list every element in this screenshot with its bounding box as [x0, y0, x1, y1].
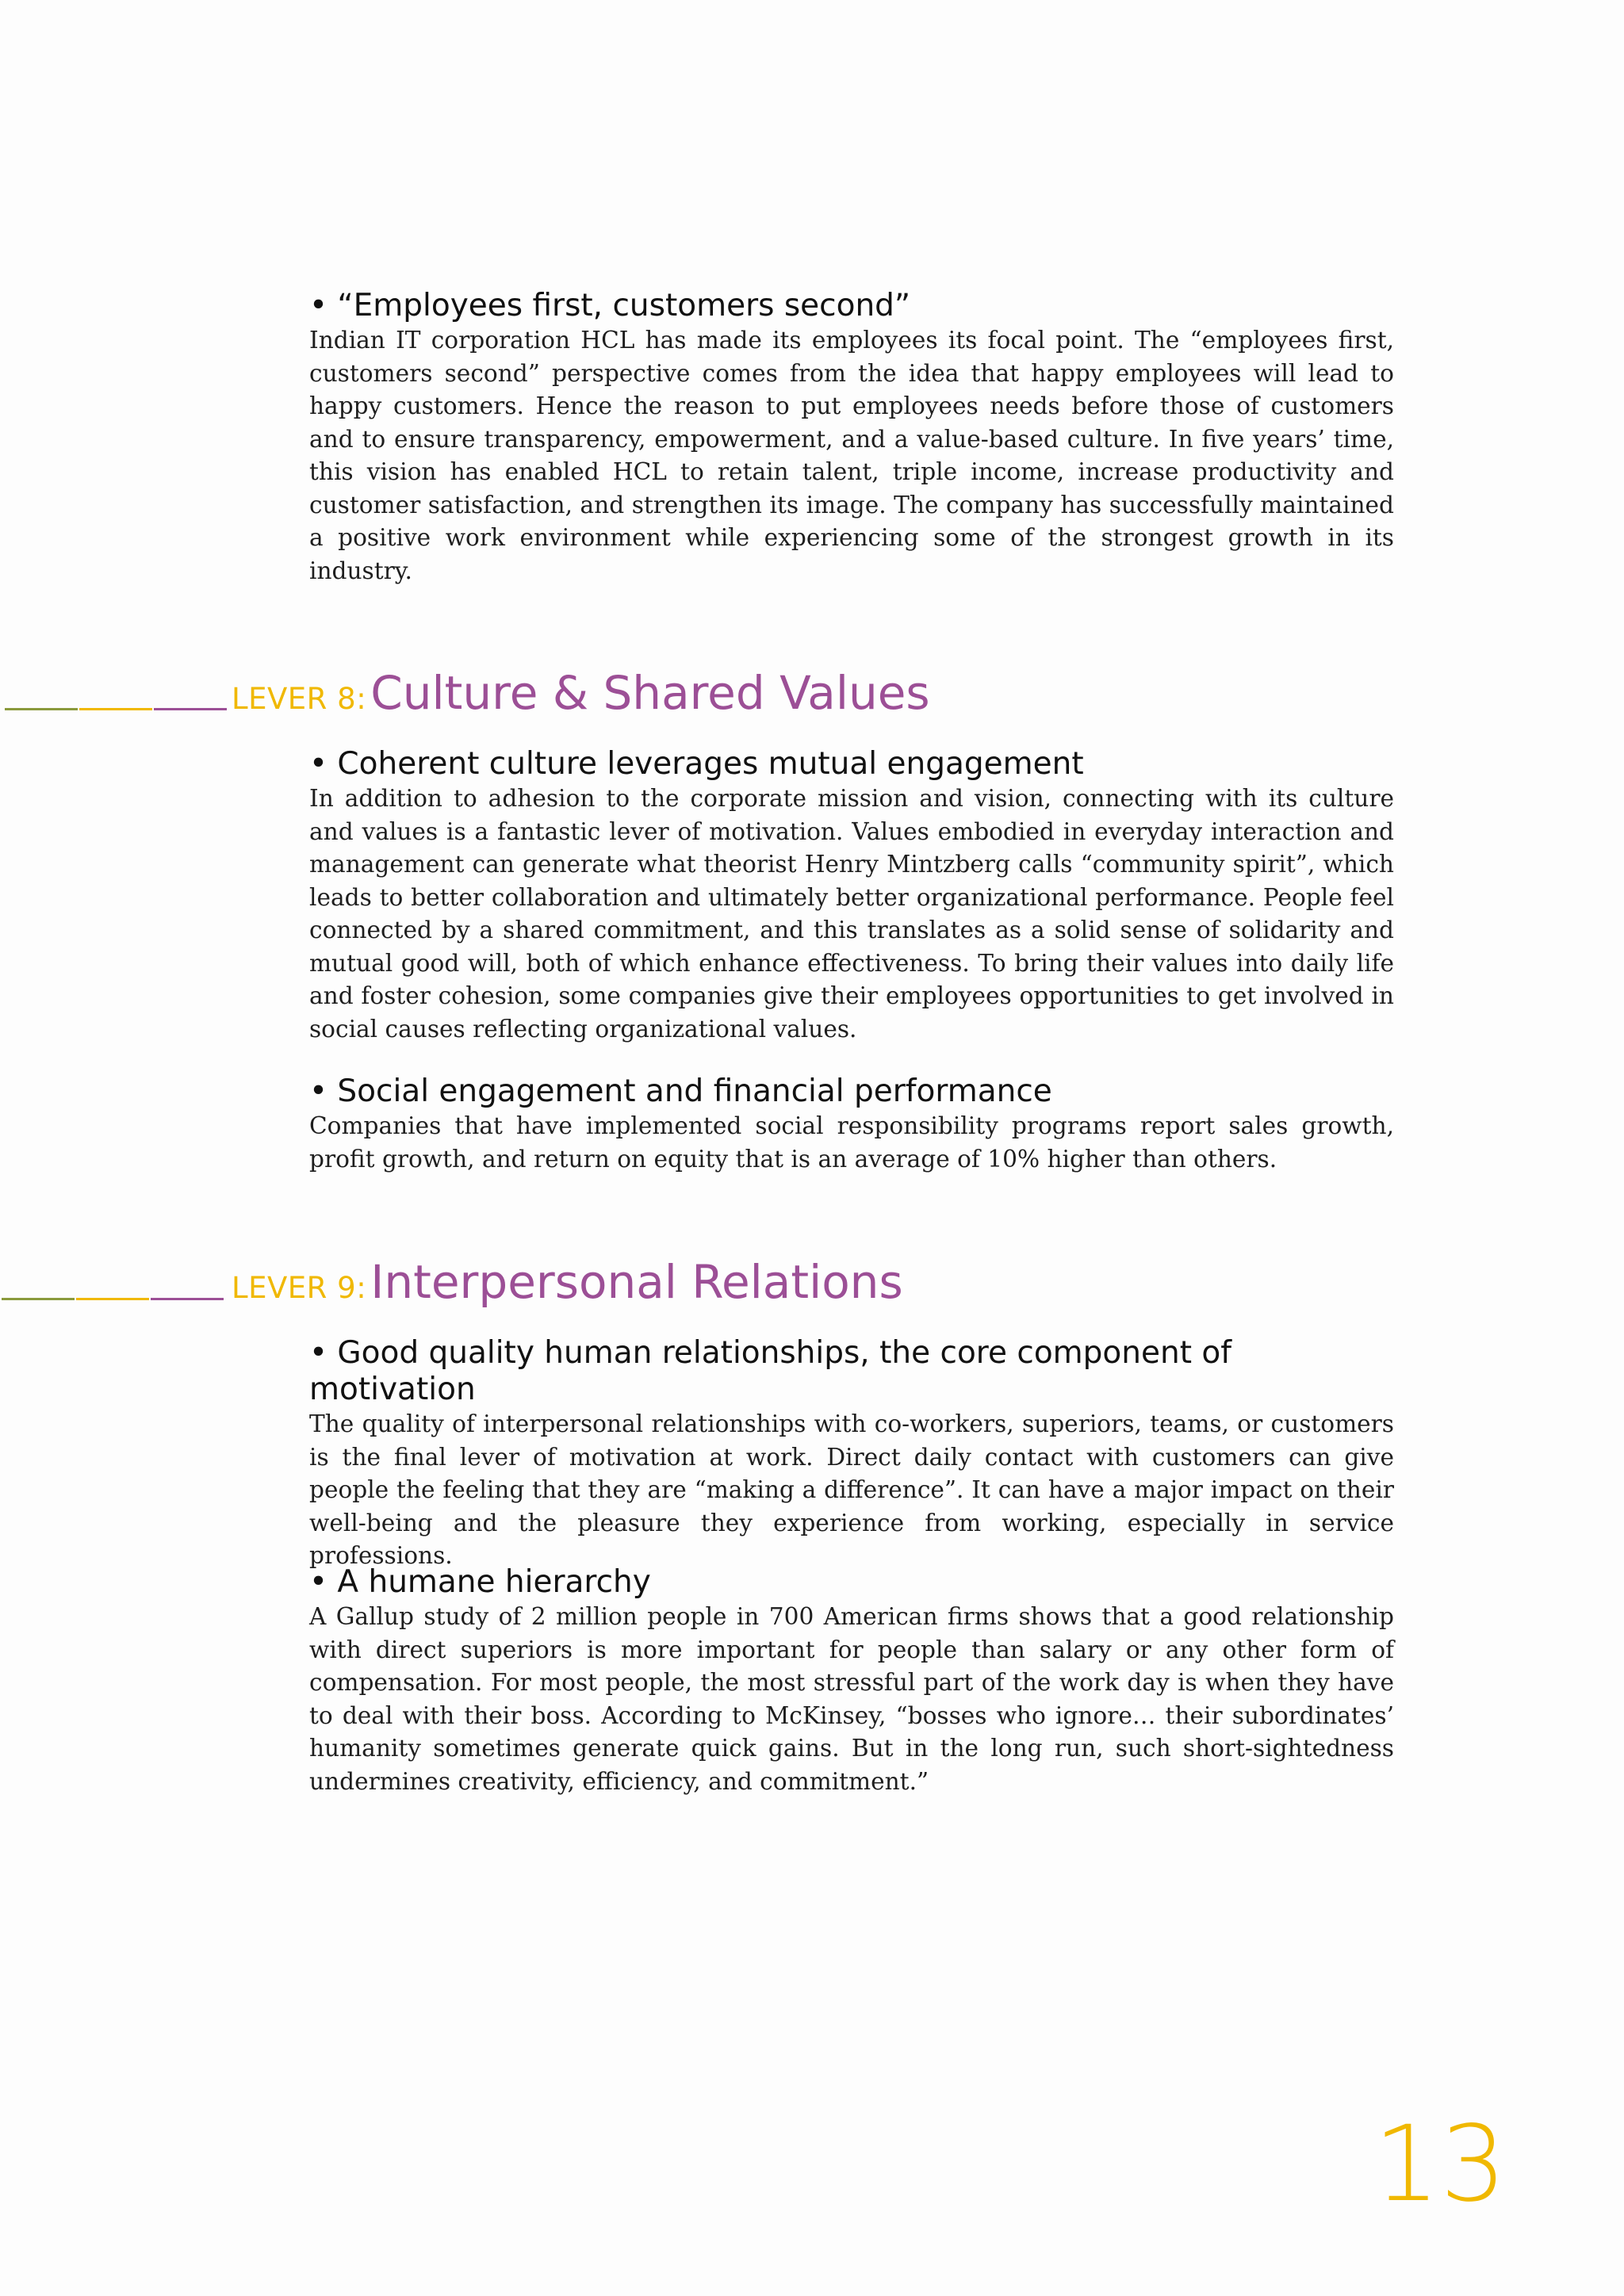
lever-title: Culture & Shared Values [370, 666, 930, 720]
section-body: The quality of interpersonal relationships with co-workers, superiors, teams, or customers is the final lever of motivation at work. Direct daily contact with customers can give people the feeling that they are “making a difference”. It can have a major impact on their well-being and the pleasure they experience from working, especially in service professions. [309, 1410, 1394, 1569]
lever-title: Interpersonal Relations [370, 1255, 903, 1309]
lever-rule-green [2, 1298, 75, 1300]
lever-9-header [0, 1255, 1031, 1318]
section-body: A Gallup study of 2 million people in 700 American firms shows that a good relationship with direct superiors is more important for people than salary or any other form of compensation. For most people, the most stressful part of the work day is when they have to deal with their boss. According to McKinsey, “bosses who ignore… their subordinates’ humanity sometimes generate quick gains. But in the long run, such short-sightedness undermines creativity, efficiency, and commitment.” [309, 1603, 1394, 1795]
lever-prefix: LEVER 8: [232, 682, 367, 716]
section-human-relationships [309, 1335, 1394, 1573]
section-social-engagement [309, 1073, 1394, 1176]
section-body: In addition to adhesion to the corporate mission and vision, connecting with its culture and values is a fantastic lever of motivation. Values embodied in everyday interaction and management can generate what theorist Henry Mintzberg calls “community spirit”, which leads to better collaboration and ultimately better organizational performance. People feel connected by a shared commitment, and this translates as a solid sense of solidarity and mutual good will, both of which enhance effectiveness. To bring their values into daily life and foster cohesion, some companies give their employees opportunities to get involved in social causes reflecting organizational values. [309, 785, 1394, 1043]
section-heading: • A humane hierarchy [309, 1564, 651, 1600]
lever-prefix: LEVER 9: [232, 1271, 367, 1305]
lever-rule-yellow [76, 1298, 149, 1300]
lever-rule-purple [151, 1298, 224, 1300]
section-coherent-culture [309, 746, 1394, 1046]
section-employees-first [309, 288, 1394, 587]
section-body: Indian IT corporation HCL has made its employees its focal point. The “employees first, customers second” perspective comes from the idea that happy employees will lead to happy customers. Hence the reason to put employees needs before those of customers and to ensure transparency, empowerment, and a value-based culture. In five years’ time, this vision has enabled HCL to retain talent, triple income, increase productivity and customer satisfaction, and strengthen its image. The company has successfully maintained a positive work environment while experiencing some of the strongest growth in its industry. [309, 327, 1394, 584]
lever-label [232, 1255, 903, 1309]
lever-8-header [0, 666, 1031, 729]
lever-rule-yellow [79, 708, 152, 710]
lever-label [232, 666, 930, 720]
section-heading: • “Employees first, customers second” [309, 288, 911, 323]
section-heading: • Social engagement and financial performance [309, 1073, 1052, 1109]
section-humane-hierarchy [309, 1564, 1394, 1798]
section-heading: • Coherent culture leverages mutual engagement [309, 746, 1084, 782]
page-number: 13 [1373, 2103, 1507, 2225]
section-heading: • Good quality human relationships, the core component of motivation [309, 1335, 1231, 1407]
lever-rule-green [5, 708, 78, 710]
section-body: Companies that have implemented social responsibility programs report sales growth, profit growth, and return on equity that is an average of 10% higher than others. [309, 1112, 1394, 1173]
lever-rule-purple [154, 708, 227, 710]
